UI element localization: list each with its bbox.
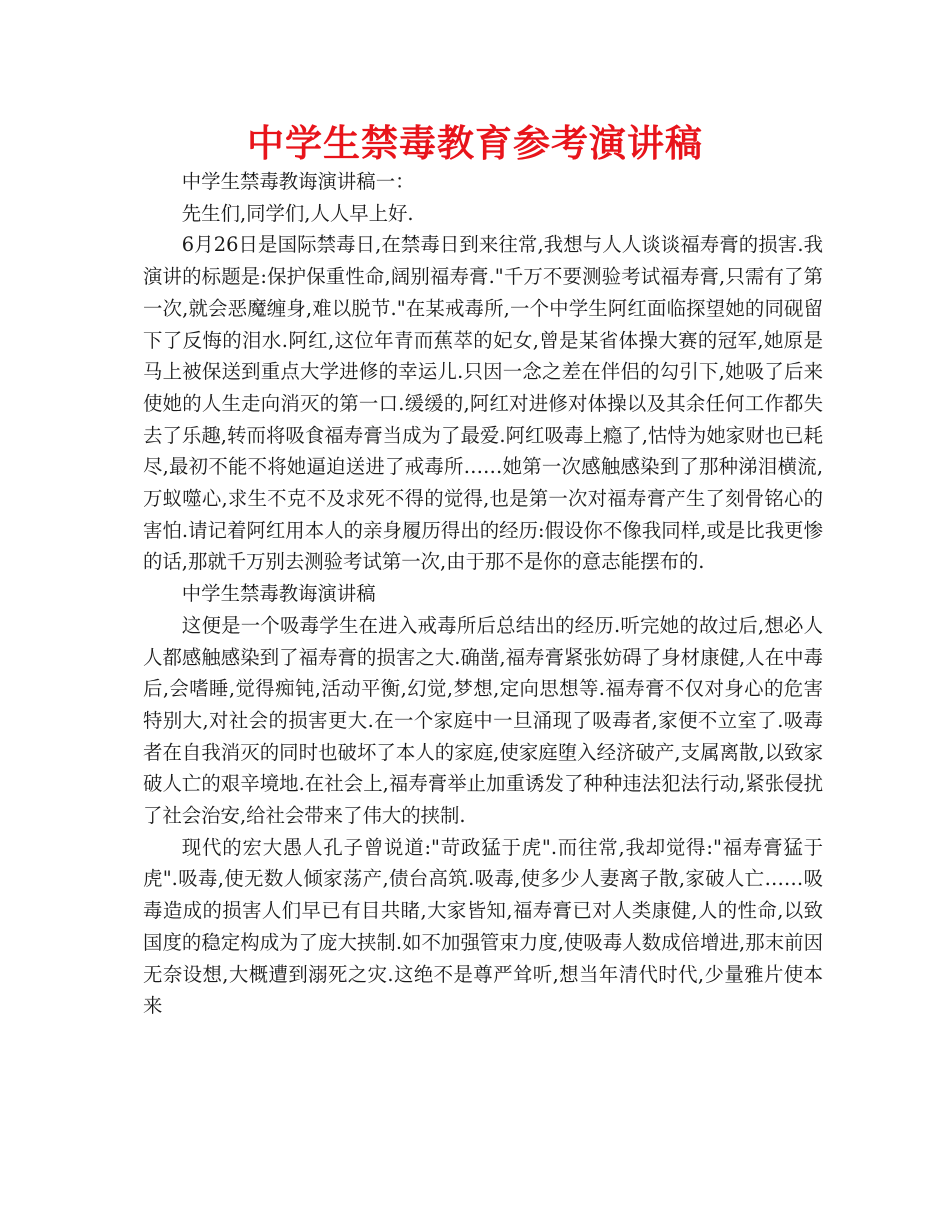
paragraph-heading-speech-one: 中学生禁毒教诲演讲稿一： (181, 170, 415, 193)
paragraph-story: 6月26日是国际禁毒日,在禁毒日到来往常,我想与人人谈谈福寿膏的损害.我演讲的标题是:保护保重性命,阔别福寿膏."千万不要测验考试福寿膏,只需有了第一次,就会恶魔缠身,难以脱节."在某戒毒所,一个中学生阿红面临探望她的同砚留下了反悔的泪水.阿红,这位年青而蕉萃的妃女,曾是某省体操大赛的冠军,她原是马上被保送到重点大学进修的幸运儿.只因一念之差在伴侣的勾引下,她吸了后来使她的人生走向消灭的第一口.缓缓的,阿红对进修对体操以及其余任何工作都失去了乐趣,转而将吸食福寿膏当成为了最爱.阿红吸毒上瘾了,怙恃为她家财也已耗尽,最初不能不将她逼迫送进了戒毒所……她第一次感触感染到了那种涕泪横流,万蚁噬心,求生不克不及求死不得的觉得,也是第一次对福寿膏产生了刻骨铭心的害怕.请记着阿红用本人的亲身履历得出的经历:假设你不像我同样,或是比我更惨的话,那就千万别去测验考试第一次,由于那不是你的意志能摆布的. (143, 233, 823, 574)
paragraph-harm: 这便是一个吸毒学生在进入戒毒所后总结出的经历.听完她的故过后,想必人人都感触感染到了福寿膏的损害之大.确凿,福寿膏紧张妨碍了身材康健,人在中毒后,会嗜睡,觉得痴钝,活动平衡,幻觉,梦想,定向思想等.福寿膏不仅对身心的危害特别大,对社会的损害更大.在一个家庭中一旦涌现了吸毒者,家便不立室了.吸毒者在自我消灭的同时也破坏了本人的家庭,使家庭堕入经济破产,支属离散,以致家破人亡的艰辛境地.在社会上,福寿膏举止加重诱发了种种违法犯法行动,紧张侵扰了社会治安,给社会带来了伟大的挟制. (143, 613, 823, 828)
paragraph-confucius: 现代的宏大愚人孔子曾说道:"苛政猛于虎".而往常,我却觉得:"福寿膏猛于虎".吸毒,使无数人倾家荡产,债台高筑.吸毒,使多少人妻离子散,家破人亡……吸毒造成的损害人们早已有目共睹,大家皆知,福寿膏已对人类康健,人的性命,以致国度的稳定构成为了庞大挟制.如不加强管束力度,使吸毒人数成倍增进,那末前因无奈设想,大概遭到溺死之灾.这绝不是尊严耸听,想当年清代时代,少量雅片使本来 (143, 835, 823, 1018)
paragraph-heading-speech: 中学生禁毒教诲演讲稿 (181, 582, 376, 606)
paragraph-greeting: 先生们,同学们,人人早上好. (181, 201, 414, 225)
document-title: 中学生禁毒教育参考演讲稿 (247, 122, 703, 165)
document-body (143, 166, 823, 1022)
